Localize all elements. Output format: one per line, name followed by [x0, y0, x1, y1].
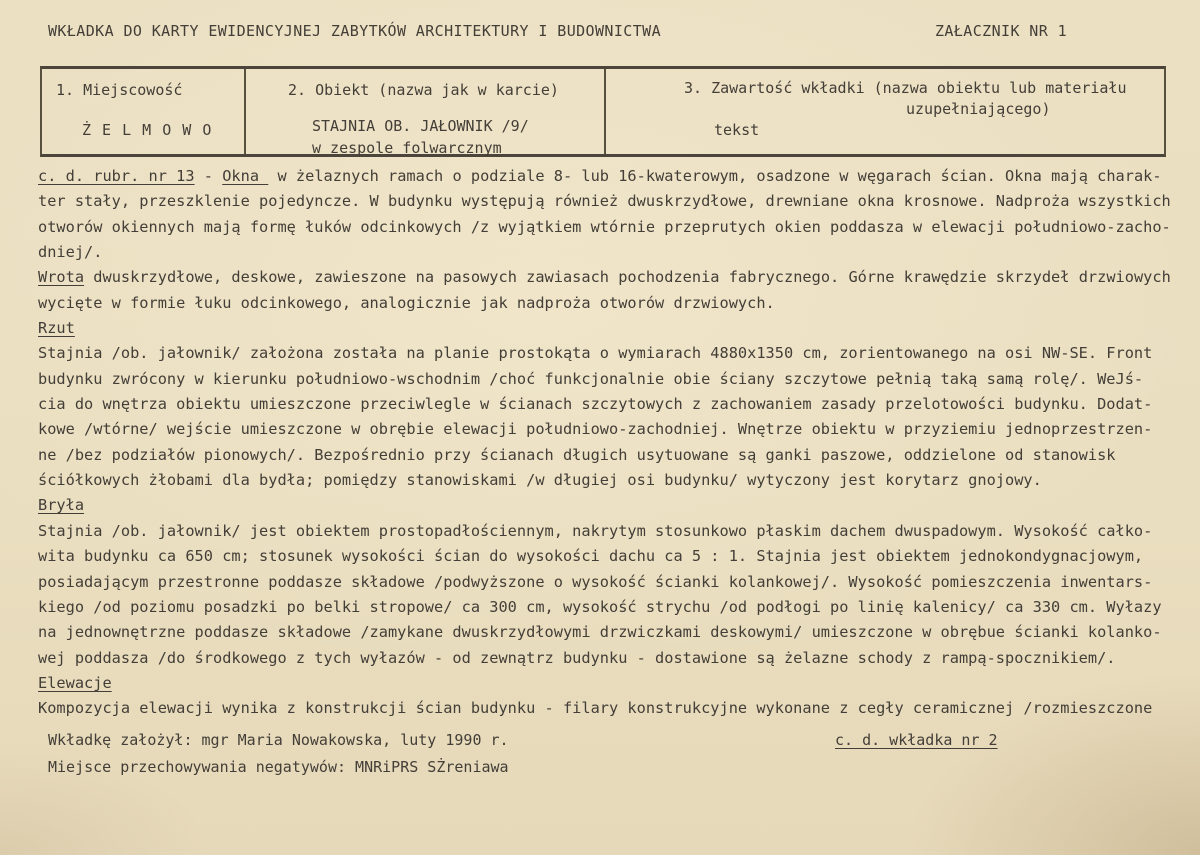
miejscowosc-value: Ż E L M O W O — [82, 121, 213, 139]
body-line: ściółkowych żłobami dla bydła; pomiędzy stanowiskami /w długiej osi budynku/ wytyczony jest korytarz gnojowy. — [38, 471, 1042, 490]
body-line: Rzut — [38, 319, 75, 338]
body-line: dniej/. — [38, 243, 103, 262]
obiekt-value-line2: w zespole folwarcznym — [312, 139, 502, 157]
body-line: na jednownętrzne poddasze składowe /zamykane dwuskrzydłowymi drzwiczkami deskowymi/ umieszczone w obrębue ścianki kolanko- — [38, 623, 1162, 642]
obiekt-value-line1: STAJNIA OB. JAŁOWNIK /9/ — [312, 117, 529, 135]
body-line: Stajnia /ob. jałownik/ założona została na planie prostokąta o wymiarach 4880x1350 cm, zorientowanego na osi NW-SE. Front — [38, 344, 1153, 363]
body-line: c. d. rubr. nr 13 - Okna w żelaznych ramach o podziale 8- lub 16-kwaterowym, osadzone w węgarach ścian. Okna mają charak- — [38, 167, 1162, 185]
body-line: Kompozycja elewacji wynika z konstrukcji ścian budynku - filary konstrukcyjne wykonane z cegły ceramicznej /rozmieszczone — [38, 699, 1153, 718]
table-column-miejscowosc — [42, 69, 244, 154]
table-column-obiekt — [244, 69, 604, 157]
body-line: Elewacje — [38, 673, 112, 692]
body-line: wycięte w formie łuku odcinkowego, analogicznie jak nadproża otworów drzwiowych. — [38, 293, 775, 312]
body-line: wej poddasza /do środkowego z tych wyłazów - od zewnątrz budynku - dostawione są żelazne schody z rampą-spocznikiem/. — [38, 648, 1116, 667]
body-line: kowe /wtórne/ wejście umieszczone w obrębie elewacji południowo-zachodniej. Wnętrze obiektu w przyziemiu jednoprzestrzen- — [38, 420, 1153, 439]
column-header-zawartosc-line2: uzupełniającego) — [906, 100, 1051, 118]
body-line: budynku zwrócony w kierunku południowo-wschodnim /choć funkcjonalnie obie ściany szczytowe pełnią taką samą rolę/. WeJś- — [38, 369, 1144, 388]
body-line: posiadającym przestronne poddasze składowe /podwyższone o wysokość ścianki kolankowej/. Wysokość pomieszczenia inwentars- — [38, 572, 1153, 591]
body-text — [38, 164, 1178, 722]
identification-table — [40, 66, 1166, 157]
body-line: Wrota dwuskrzydłowe, deskowe, zawieszone na pasowych zawiasach pochodzenia fabrycznego. Górne krawędzie skrzydeł drzwiowych — [38, 268, 1171, 287]
body-line: ter stały, przeszklenie pojedyncze. W budynku występują również dwuskrzydłowe, drewniane okna krosnowe. Nadproża wszystkich — [38, 192, 1171, 211]
column-header-obiekt: 2. Obiekt (nazwa jak w karcie) — [288, 81, 559, 99]
body-line: wita budynku ca 650 cm; stosunek wysokości ścian do wysokości dachu ca 5 : 1. Stajnia jest obiektem jednokondygnacjowym, — [38, 547, 1144, 566]
body-line: kiego /od poziomu posadzki po belki stropowe/ ca 300 cm, wysokość strychu /od podłogi po linię kalenicy/ ca 330 cm. Wyłazy — [38, 597, 1162, 616]
footer-negatives-location: Miejsce przechowywania negatywów: MNRiPRS SŻreniawa — [48, 758, 509, 776]
attachment-number-label: ZAŁACZNIK NR 1 — [935, 22, 1068, 40]
body-line: otworów okiennych mają formę łuków odcinkowych /z wyjątkiem wtórnie przeprutych okien poddasza w elewacji południowo-zacho- — [38, 217, 1171, 236]
footer-continuation-note: c. d. wkładka nr 2 — [835, 731, 998, 749]
table-column-zawartosc — [604, 69, 1164, 154]
footer-created-by: Wkładkę założył: mgr Maria Nowakowska, luty 1990 r. — [48, 731, 509, 749]
document-title: WKŁADKA DO KARTY EWIDENCYJNEJ ZABYTKÓW ARCHITEKTURY I BUDOWNICTWA — [48, 22, 661, 40]
column-header-zawartosc-line1: 3. Zawartość wkładki (nazwa obiektu lub materiału — [684, 79, 1127, 97]
body-line: cia do wnętrza obiektu umieszczone przeciwlegle w ścianach szczytowych z zachowaniem zasady przelotowości budynku. Dodat- — [38, 395, 1153, 414]
column-header-miejscowosc: 1. Miejscowość — [56, 81, 183, 99]
body-line: Bryła — [38, 496, 85, 515]
body-line: ne /bez podziałów pionowych/. Bezpośrednio przy ścianach długich usytuowane są ganki paszowe, oddzielone od stanowisk — [38, 445, 1116, 464]
body-line: Stajnia /ob. jałownik/ jest obiektem prostopadłościennym, nakrytym stosunkowo płaskim dachem dwuspadowym. Wysokość całko- — [38, 521, 1153, 540]
zawartosc-value: tekst — [714, 121, 760, 139]
